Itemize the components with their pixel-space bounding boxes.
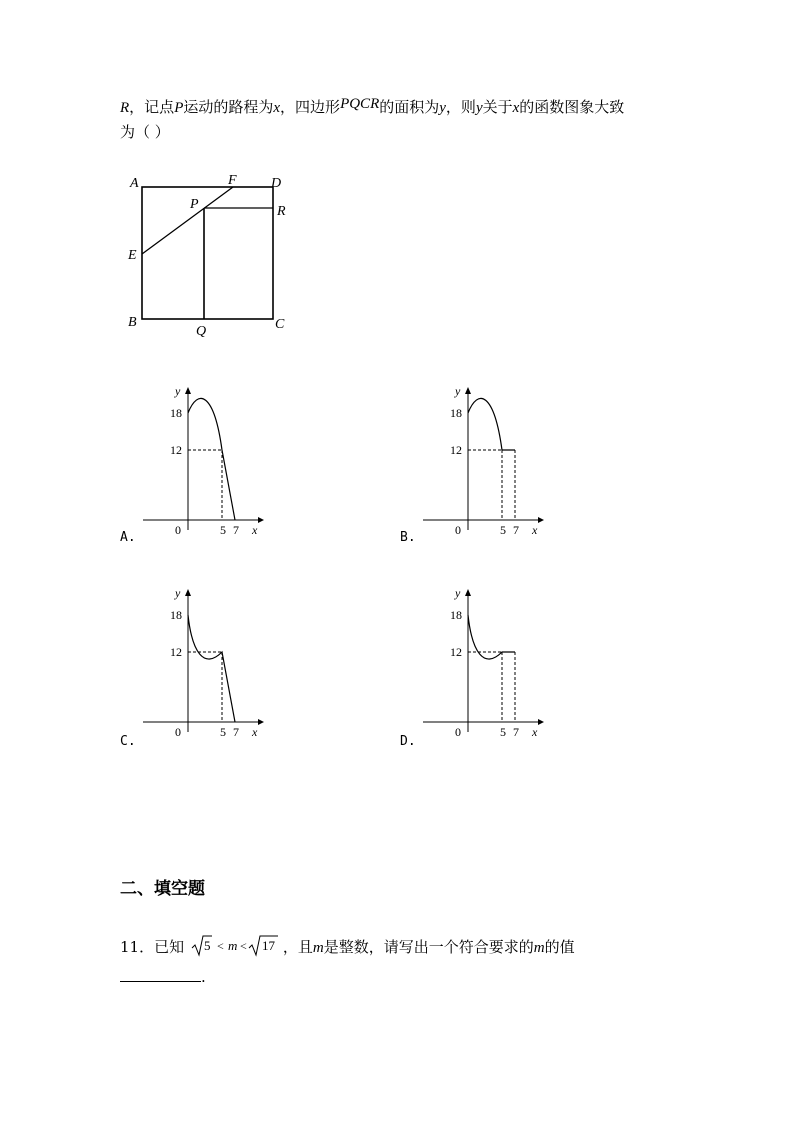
text-seg: 的值: [544, 938, 575, 956]
var-y: y: [439, 100, 446, 116]
var-m: m: [312, 940, 324, 956]
y-axis-label: y: [175, 384, 181, 398]
label-R: R: [277, 204, 286, 219]
question-line-1: [120, 96, 624, 119]
function-curve: [188, 398, 235, 520]
option-graph-3: [118, 580, 278, 745]
y-tick-label: 12: [170, 645, 182, 659]
y-axis-label: y: [455, 586, 461, 600]
x-tick-label: 5: [220, 523, 226, 537]
segment-EF: [142, 187, 233, 254]
text-seg: 运动的路程为: [183, 98, 274, 116]
y-axis-arrow: [465, 387, 471, 394]
option-graph-2: [398, 378, 558, 543]
label-P: P: [190, 197, 199, 212]
x-tick-label: 5: [500, 725, 506, 739]
text-seg: ，记点: [129, 98, 175, 116]
origin-label: 0: [455, 725, 461, 739]
answer-blank[interactable]: [120, 980, 201, 982]
label-F: F: [228, 173, 237, 188]
text-seg: 已知: [154, 938, 185, 956]
function-curve: [468, 398, 515, 450]
label-E: E: [128, 248, 137, 263]
x-axis-label: x: [532, 523, 538, 537]
y-tick-label: 12: [450, 443, 462, 457]
var-m: m: [227, 938, 238, 953]
option-letter: A.: [120, 530, 136, 545]
var-P: P: [174, 100, 184, 116]
y-axis-label: y: [175, 586, 181, 600]
section-heading: 二、填空题: [120, 879, 205, 899]
label-C: C: [275, 317, 285, 332]
x-tick-label: 5: [500, 523, 506, 537]
text-seg: ，四边形: [280, 98, 341, 116]
text-seg: 是整数，请写出一个符合要求的: [323, 938, 534, 956]
label-D: D: [271, 176, 282, 191]
geometry-figure: [120, 168, 300, 343]
x-axis-label: x: [252, 523, 258, 537]
y-tick-label: 18: [450, 406, 462, 420]
answer-blank-period: .: [201, 968, 206, 986]
option-letter: D.: [400, 734, 416, 749]
x-tick-label: 7: [513, 523, 519, 537]
var-PQCR: PQCR: [340, 96, 380, 112]
text-seg: 的函数图象大致: [519, 98, 625, 116]
question-line-2: 为（ ）: [120, 123, 170, 141]
x-axis-label: x: [252, 725, 258, 739]
text-seg: ，则: [445, 98, 476, 116]
option-graph-1: [118, 378, 278, 543]
x-tick-label: 5: [220, 725, 226, 739]
origin-label: 0: [175, 523, 181, 537]
x-axis-arrow: [538, 517, 544, 523]
x-tick-label: 7: [233, 725, 239, 739]
x-axis-arrow: [258, 719, 264, 725]
square-ABCD: [142, 187, 273, 319]
radicand-17: 17: [261, 938, 275, 953]
var-y: y: [475, 100, 483, 116]
text-seg: ，且: [282, 938, 313, 956]
y-tick-label: 18: [450, 608, 462, 622]
var-x: x: [512, 100, 520, 116]
x-axis-arrow: [538, 719, 544, 725]
x-tick-label: 7: [233, 523, 239, 537]
y-axis-arrow: [185, 387, 191, 394]
origin-label: 0: [455, 523, 461, 537]
function-curve: [188, 615, 235, 722]
label-A: A: [130, 176, 139, 191]
text-seg: 关于: [482, 98, 513, 116]
var-x: x: [273, 100, 281, 116]
var-R: R: [120, 100, 130, 116]
var-m: m: [533, 940, 545, 956]
option-graph-4: [398, 580, 558, 745]
question-number: 11．: [120, 938, 155, 956]
y-tick-label: 12: [170, 443, 182, 457]
x-axis-arrow: [258, 517, 264, 523]
less-than-2: <: [239, 939, 247, 953]
y-axis-label: y: [455, 384, 461, 398]
label-B: B: [128, 315, 137, 330]
radicand-5: 5: [203, 938, 211, 953]
origin-label: 0: [175, 725, 181, 739]
question-11: [120, 933, 575, 959]
x-axis-label: x: [532, 725, 538, 739]
y-axis-arrow: [185, 589, 191, 596]
y-tick-label: 12: [450, 645, 462, 659]
less-than-1: <: [216, 939, 224, 953]
text-seg: 的面积为: [379, 98, 440, 116]
option-letter: B.: [400, 530, 416, 545]
y-tick-label: 18: [170, 406, 182, 420]
option-letter: C.: [120, 734, 136, 749]
label-Q: Q: [196, 324, 207, 339]
y-tick-label: 18: [170, 608, 182, 622]
x-tick-label: 7: [513, 725, 519, 739]
y-axis-arrow: [465, 589, 471, 596]
inequality-formula: [190, 933, 282, 959]
